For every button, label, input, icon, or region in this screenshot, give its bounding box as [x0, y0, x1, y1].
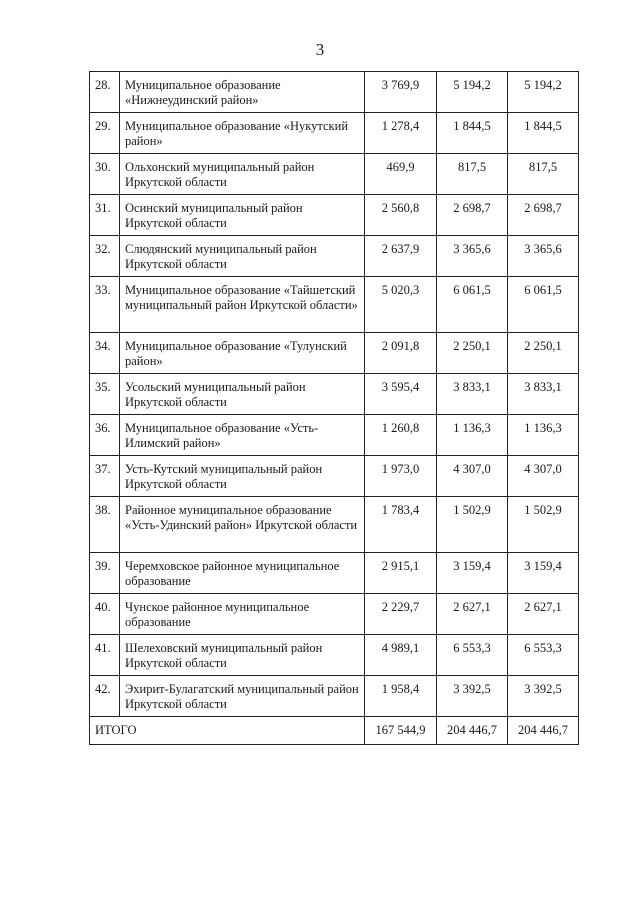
row-number: 42. [90, 676, 120, 717]
value-col-2: 6 061,5 [437, 277, 508, 333]
value-col-1: 469,9 [365, 154, 437, 195]
table-row [90, 594, 579, 635]
value-col-2: 3 392,5 [437, 676, 508, 717]
value-col-1: 1 278,4 [365, 113, 437, 154]
municipality-name: Муниципальное образование «Нижнеудинский район» [120, 72, 365, 113]
value-col-3: 2 627,1 [508, 594, 579, 635]
table-row [90, 236, 579, 277]
municipality-name: Районное муниципальное образование «Усть-Удинский район» Иркутской области [120, 497, 365, 553]
row-number: 31. [90, 195, 120, 236]
table-row [90, 72, 579, 113]
value-col-2: 5 194,2 [437, 72, 508, 113]
value-col-2: 3 365,6 [437, 236, 508, 277]
value-col-1: 1 973,0 [365, 456, 437, 497]
value-col-3: 6 553,3 [508, 635, 579, 676]
page-number: 3 [315, 40, 325, 59]
total-value-col-2: 204 446,7 [437, 717, 508, 745]
value-col-2: 2 698,7 [437, 195, 508, 236]
value-col-3: 1 136,3 [508, 415, 579, 456]
table-row [90, 333, 579, 374]
value-col-3: 3 159,4 [508, 553, 579, 594]
value-col-2: 2 627,1 [437, 594, 508, 635]
table-row [90, 113, 579, 154]
value-col-2: 1 844,5 [437, 113, 508, 154]
municipality-name: Черемховское районное муниципальное образование [120, 553, 365, 594]
row-number: 33. [90, 277, 120, 333]
budget-table [89, 71, 579, 745]
row-number: 32. [90, 236, 120, 277]
value-col-2: 2 250,1 [437, 333, 508, 374]
row-number: 30. [90, 154, 120, 195]
row-number: 41. [90, 635, 120, 676]
municipality-name: Муниципальное образование «Тулунский район» [120, 333, 365, 374]
row-number: 29. [90, 113, 120, 154]
municipality-name: Муниципальное образование «Усть-Илимский район» [120, 415, 365, 456]
total-row [90, 717, 579, 745]
table-row [90, 195, 579, 236]
row-number: 35. [90, 374, 120, 415]
value-col-1: 4 989,1 [365, 635, 437, 676]
municipality-name: Эхирит-Булагатский муниципальный район Иркутской области [120, 676, 365, 717]
table-row [90, 374, 579, 415]
value-col-1: 2 637,9 [365, 236, 437, 277]
value-col-3: 1 844,5 [508, 113, 579, 154]
value-col-3: 4 307,0 [508, 456, 579, 497]
value-col-1: 2 915,1 [365, 553, 437, 594]
value-col-2: 817,5 [437, 154, 508, 195]
value-col-3: 6 061,5 [508, 277, 579, 333]
row-number: 40. [90, 594, 120, 635]
value-col-1: 2 229,7 [365, 594, 437, 635]
municipality-name: Чунское районное муниципальное образование [120, 594, 365, 635]
municipality-name: Слюдянский муниципальный район Иркутской области [120, 236, 365, 277]
value-col-2: 1 502,9 [437, 497, 508, 553]
table-row [90, 553, 579, 594]
table-row [90, 154, 579, 195]
value-col-2: 6 553,3 [437, 635, 508, 676]
table-row [90, 456, 579, 497]
value-col-3: 5 194,2 [508, 72, 579, 113]
value-col-2: 1 136,3 [437, 415, 508, 456]
municipality-name: Осинский муниципальный район Иркутской области [120, 195, 365, 236]
value-col-3: 2 698,7 [508, 195, 579, 236]
value-col-1: 5 020,3 [365, 277, 437, 333]
row-number: 28. [90, 72, 120, 113]
table-row [90, 497, 579, 553]
table-row [90, 415, 579, 456]
row-number: 38. [90, 497, 120, 553]
value-col-1: 2 091,8 [365, 333, 437, 374]
table-row [90, 277, 579, 333]
row-number: 37. [90, 456, 120, 497]
value-col-1: 3 595,4 [365, 374, 437, 415]
row-number: 36. [90, 415, 120, 456]
value-col-1: 1 958,4 [365, 676, 437, 717]
table-row [90, 635, 579, 676]
value-col-2: 3 159,4 [437, 553, 508, 594]
municipality-name: Муниципальное образование «Тайшетский муниципальный район Иркутской области» [120, 277, 365, 333]
value-col-3: 3 833,1 [508, 374, 579, 415]
value-col-2: 4 307,0 [437, 456, 508, 497]
row-number: 34. [90, 333, 120, 374]
value-col-3: 3 392,5 [508, 676, 579, 717]
value-col-2: 3 833,1 [437, 374, 508, 415]
municipality-name: Муниципальное образование «Нукутский район» [120, 113, 365, 154]
value-col-1: 3 769,9 [365, 72, 437, 113]
value-col-1: 1 260,8 [365, 415, 437, 456]
municipality-name: Шелеховский муниципальный район Иркутской области [120, 635, 365, 676]
value-col-3: 3 365,6 [508, 236, 579, 277]
value-col-1: 2 560,8 [365, 195, 437, 236]
municipality-name: Усть-Кутский муниципальный район Иркутской области [120, 456, 365, 497]
municipality-name: Усольский муниципальный район Иркутской области [120, 374, 365, 415]
value-col-3: 817,5 [508, 154, 579, 195]
total-value-col-1: 167 544,9 [365, 717, 437, 745]
total-label: ИТОГО [90, 717, 365, 745]
table-row [90, 676, 579, 717]
value-col-1: 1 783,4 [365, 497, 437, 553]
total-value-col-3: 204 446,7 [508, 717, 579, 745]
value-col-3: 1 502,9 [508, 497, 579, 553]
row-number: 39. [90, 553, 120, 594]
municipality-name: Ольхонский муниципальный район Иркутской области [120, 154, 365, 195]
value-col-3: 2 250,1 [508, 333, 579, 374]
